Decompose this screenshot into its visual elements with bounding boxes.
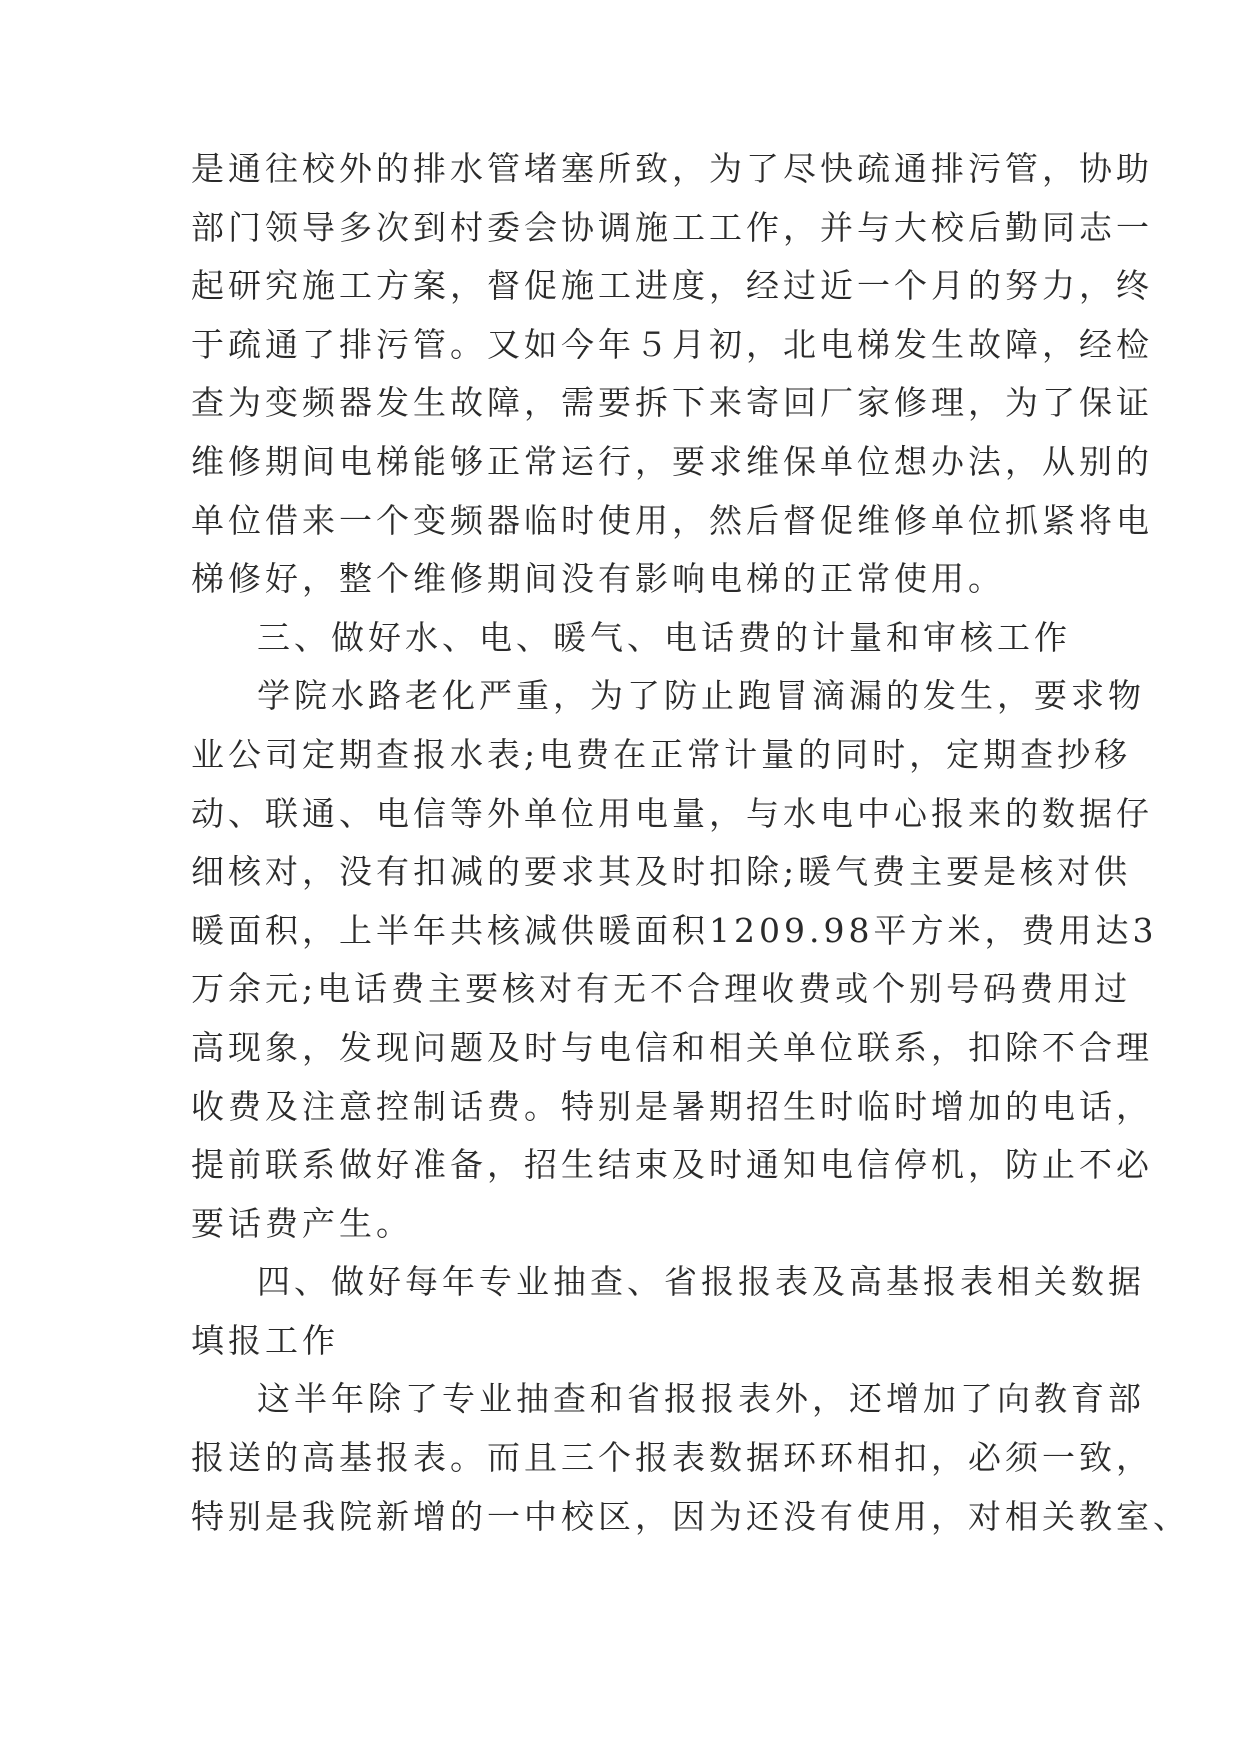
text-line: 单位借来一个变频器临时使用，然后督促维修单位抓紧将电 — [191, 500, 1153, 540]
section-heading: 三、做好水、电、暖气、电话费的计量和审核工作 — [257, 617, 1071, 657]
text-line: 提前联系做好准备，招生结束及时通知电信停机，防止不必 — [191, 1145, 1153, 1185]
text-line: 高现象，发现问题及时与电信和相关单位联系，扣除不合理 — [191, 1027, 1153, 1067]
text-line: 于疏通了排污管。又如今年５月初，北电梯发生故障，经检 — [191, 324, 1153, 364]
text-line: 梯修好，整个维修期间没有影响电梯的正常使用。 — [191, 559, 1005, 599]
text-line: 这半年除了专业抽查和省报报表外，还增加了向教育部 — [257, 1379, 1145, 1419]
text-line: 业公司定期查报水表;电费在正常计量的同时，定期查抄移 — [191, 734, 1132, 774]
text-line: 万余元;电话费主要核对有无不合理收费或个别号码费用过 — [191, 969, 1132, 1009]
text-line: 学院水路老化严重，为了防止跑冒滴漏的发生，要求物 — [257, 676, 1145, 716]
text-line: 报送的高基报表。而且三个报表数据环环相扣，必须一致， — [191, 1438, 1153, 1478]
text-line: 部门领导多次到村委会协调施工工作，并与大校后勤同志一 — [191, 207, 1153, 247]
section-heading: 四、做好每年专业抽查、省报报表及高基报表相关数据 — [257, 1262, 1145, 1302]
text-line: 暖面积，上半年共核减供暖面积1209.98平方米，费用达3 — [191, 910, 1158, 950]
text-line: 特别是我院新增的一中校区，因为还没有使用，对相关教室、 — [191, 1496, 1190, 1536]
text-line: 细核对，没有扣减的要求其及时扣除;暖气费主要是核对供 — [191, 852, 1132, 892]
text-line: 收费及注意控制话费。特别是暑期招生时临时增加的电话， — [191, 1086, 1153, 1126]
text-line: 维修期间电梯能够正常运行，要求维保单位想办法，从别的 — [191, 441, 1153, 481]
text-line: 起研究施工方案，督促施工进度，经过近一个月的努力，终 — [191, 266, 1153, 306]
section-heading-continued: 填报工作 — [191, 1320, 339, 1360]
document-body — [191, 140, 1190, 1546]
text-line: 查为变频器发生故障，需要拆下来寄回厂家修理，为了保证 — [191, 383, 1153, 423]
text-line: 是通往校外的排水管堵塞所致，为了尽快疏通排污管，协助 — [191, 149, 1153, 188]
text-line: 动、联通、电信等外单位用电量，与水电中心报来的数据仔 — [191, 793, 1153, 833]
text-line: 要话费产生。 — [191, 1203, 413, 1243]
